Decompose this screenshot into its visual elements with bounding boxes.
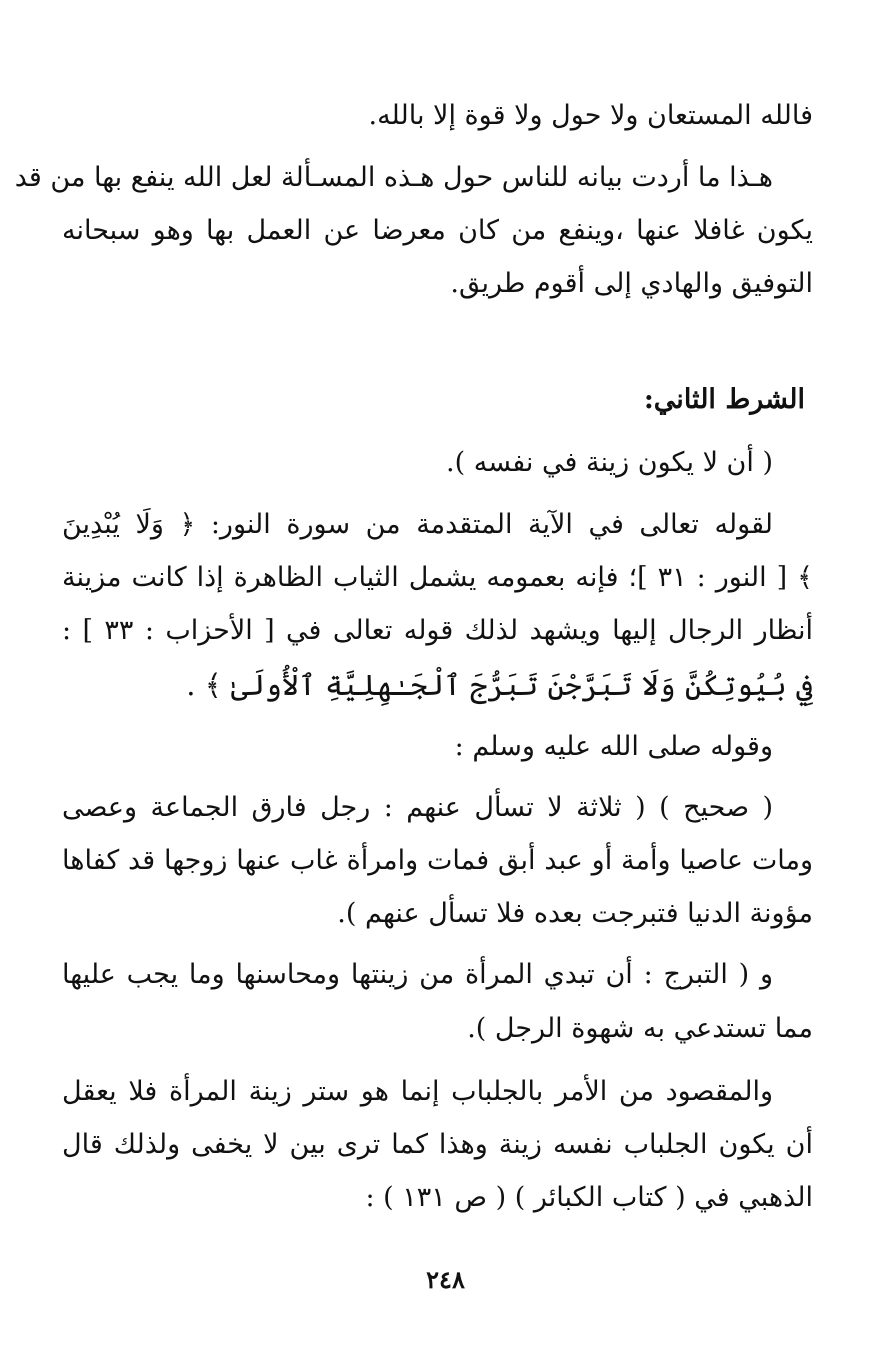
text-line-2: هـذا ما أردت بيانه للناس حول هـذه المسـألة لعل الله ينفع بها من قد [14, 162, 773, 193]
text-line-1: فالله المستعان ولا حول ولا قوة إلا بالله. [368, 100, 813, 131]
text-line-11: وقوله صلى الله عليه وسلم : [454, 731, 773, 762]
text-line-4: التوفيق والهادي إلى أقوم طريق. [450, 268, 813, 299]
text-line-19: الذهبي في ( كتاب الكبائر ) ( ص ١٣١ ) : [365, 1182, 813, 1213]
text-line-7: لقوله تعالى في الآية المتقدمة من سورة النور: ﴿ وَلَا يُبْدِينَ [62, 509, 773, 540]
text-line-17: والمقصود من الأمر بالجلباب إنما هو ستر زينة المرأة فلا يعقل [62, 1076, 773, 1107]
text-line-15: و ( التبرج : أن تبدي المرأة من زينتها ومحاسنها وما يجب عليها [62, 959, 773, 990]
text-line-16: مما تستدعي به شهوة الرجل ). [467, 1013, 813, 1044]
text-line-18: أن يكون الجلباب نفسه زينة وهذا كما ترى بين لا يخفى ولذلك قال [62, 1129, 813, 1160]
section-heading: الشرط الثاني: [643, 384, 805, 415]
hadith-line-1: ( صحيح ) ( ثلاثة لا تسأل عنهم : رجل فارق الجماعة وعصى [62, 792, 773, 823]
hadith-line-2: ومات عاصيا وأمة أو عبد أبق فمات وامرأة غاب عنها زوجها قد كفاها [62, 845, 813, 876]
text-line-9: أنظار الرجال إليها ويشهد لذلك قوله تعالى في [ الأحزاب : ٣٣ ] : [62, 615, 813, 646]
condition-statement: ( أن لا يكون زينة في نفسه ). [446, 447, 773, 478]
text-line-8: ﴾ [ النور : ٣١ ]؛ فإنه بعمومه يشمل الثياب الظاهرة إذا كانت مزينة [62, 562, 813, 593]
page-number: ٢٤٨ [426, 1265, 465, 1294]
quran-verse-line: فِي بُيُوتِكُنَّ وَلَا تَبَرَّجْنَ تَبَرُّجَ ٱلْجَـٰهِلِيَّةِ ٱلْأُولَىٰ ﴾ . [186, 668, 813, 702]
text-line-3: يكون غافلا عنها ،وينفع من كان معرضا عن العمل بها وهو سبحانه [62, 215, 813, 246]
hadith-line-3: مؤونة الدنيا فتبرجت بعده فلا تسأل عنهم ). [337, 898, 813, 929]
